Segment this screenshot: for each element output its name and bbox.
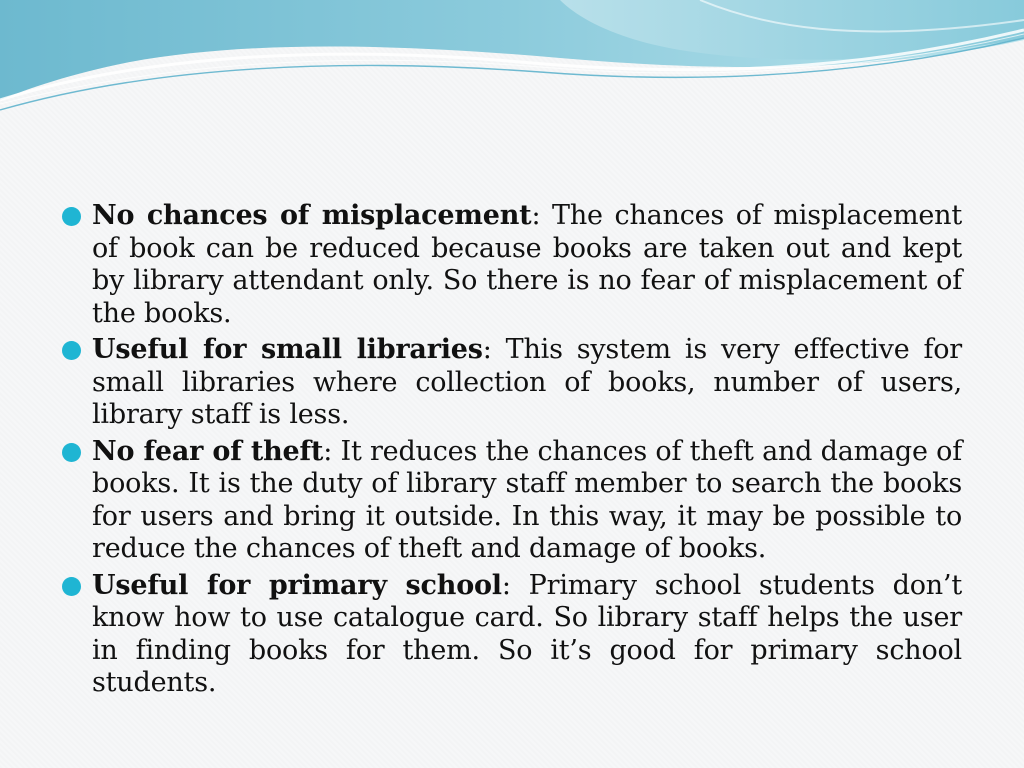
bullet-term: No fear of theft bbox=[92, 435, 324, 467]
bullet-item-small-libraries bbox=[62, 334, 962, 432]
bullet-list bbox=[62, 200, 962, 704]
bullet-item-primary-school bbox=[62, 570, 962, 700]
bullet-item-theft bbox=[62, 436, 962, 566]
bullet-description: : Primary school students don’t know how to use catalogue card. So library staff helps the user in finding books for them. So it’s good for primary school students. bbox=[92, 569, 963, 698]
bullet-term: Useful for small libraries bbox=[92, 334, 483, 365]
bullet-text bbox=[92, 436, 962, 566]
bullet-dot-icon bbox=[62, 577, 81, 596]
bullet-dot-icon bbox=[62, 341, 81, 360]
bullet-description: : It reduces the chances of theft and damage of books. It is the duty of library staff member to search the books for users and bring it outside. In this way, it may be possible to reduce the chances of theft and damage of books. bbox=[92, 435, 963, 564]
bullet-term: Useful for primary school bbox=[92, 569, 502, 601]
bullet-text bbox=[92, 570, 962, 700]
bullet-dot-icon bbox=[62, 443, 81, 462]
bullet-description: : The chances of misplacement of book can be reduced because books are taken out and kept by library attendant only. So there is no fear of misplacement of the books. bbox=[92, 200, 962, 329]
bullet-text bbox=[92, 200, 962, 330]
bullet-text bbox=[92, 334, 962, 432]
bullet-description: : This system is very effective for small libraries where collection of books, number of users, library staff is less. bbox=[92, 334, 963, 430]
header-wave-decoration bbox=[0, 0, 1024, 130]
bullet-term: No chances of misplacement bbox=[92, 200, 532, 231]
bullet-item-misplacement bbox=[62, 200, 962, 330]
bullet-dot-icon bbox=[62, 207, 81, 226]
